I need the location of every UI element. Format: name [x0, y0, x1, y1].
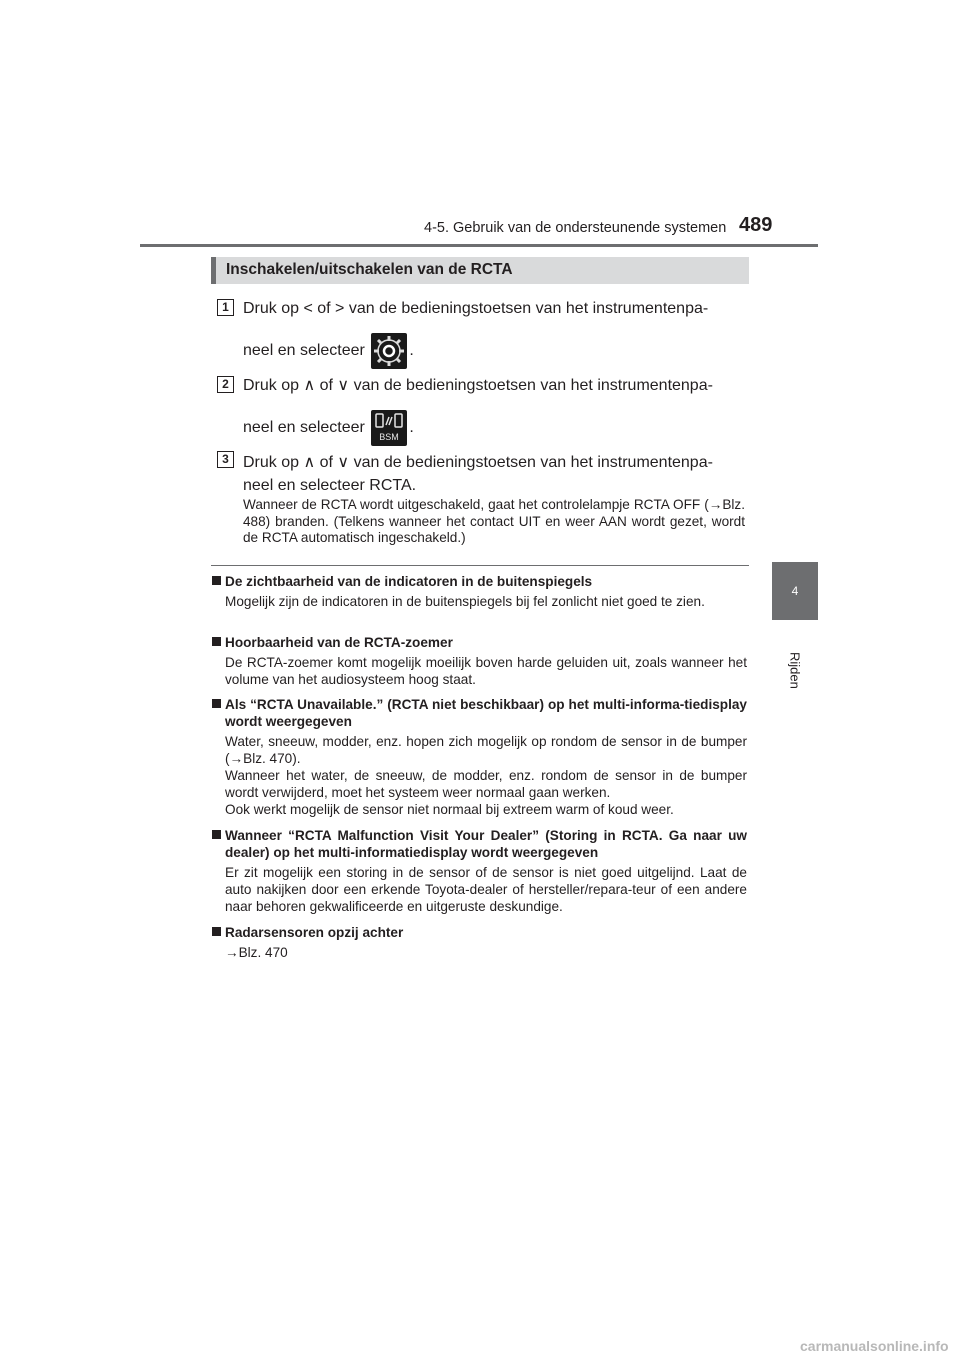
step-number-2: 2	[217, 376, 234, 393]
step-note: Wanneer de RCTA wordt uitgeschakeld, gaat het controlelampje RCTA OFF (→Blz. 488) branden. (Telkens wanneer het contact UIT en weer AAN wordt gezet, wordt de RCTA automatisch ingeschakeld.)	[243, 497, 745, 545]
info-item-title	[212, 696, 747, 730]
bullet-square-icon	[212, 927, 221, 936]
header-rule	[140, 244, 818, 247]
info-item-title	[212, 827, 747, 861]
step-1-text	[243, 299, 745, 369]
chapter-tab-label: Rijden	[787, 652, 803, 689]
step-2-line-2	[243, 410, 745, 446]
section-heading	[211, 257, 749, 284]
step-2-text	[243, 376, 745, 446]
info-item-title-text: De zichtbaarheid van de indicatoren in de buitenspiegels	[225, 574, 593, 589]
step-3-line-1: Druk op ∧ of ∨ van de bedieningstoetsen van het instrumentenpa-	[243, 454, 713, 471]
info-item-body: Mogelijk zijn de indicatoren in de buitenspiegels bij fel zonlicht niet goed te zien.	[225, 594, 705, 609]
step-1-line-2-end: .	[409, 342, 414, 360]
info-item	[212, 827, 747, 915]
bullet-square-icon	[212, 830, 221, 839]
info-item-title-text: Hoorbaarheid van de RCTA-zoemer	[225, 635, 453, 650]
info-item-title-text: Als “RCTA Unavailable.” (RCTA niet beschikbaar) op het multi-informa-tiedisplay wordt weergegeven	[225, 697, 747, 729]
bsm-icon-label: BSM	[379, 432, 400, 442]
step-3-line-2: neel en selecteer RCTA.	[243, 477, 417, 494]
step-2-line-1: Druk op ∧ of ∨ van de bedieningstoetsen van het instrumentenpa-	[243, 377, 713, 394]
info-item-body: →Blz. 470	[225, 945, 288, 960]
info-item	[212, 924, 747, 961]
info-item-title-text: Radarsensoren opzij achter	[225, 925, 404, 940]
step-1-line-1: Druk op < of > van de bedieningstoetsen van het instrumentenpa-	[243, 300, 709, 317]
section-heading-text: Inschakelen/uitschakelen van de RCTA	[226, 261, 513, 278]
bullet-square-icon	[212, 576, 221, 585]
info-item-title	[212, 634, 747, 651]
info-item-title	[212, 573, 747, 590]
page-number: 489	[739, 214, 773, 236]
running-header: 4-5. Gebruik van de ondersteunende systemen	[424, 220, 727, 236]
info-item-body	[212, 733, 747, 818]
bsm-icon	[371, 410, 407, 446]
step-2-line-2-end: .	[409, 419, 414, 437]
info-item	[212, 573, 747, 610]
step-3-text	[243, 451, 745, 497]
chapter-tab-number: 4	[791, 584, 799, 598]
step-number-3: 3	[217, 451, 234, 468]
watermark[interactable]: carmanualsonline.info	[800, 1338, 949, 1354]
info-item-body: Er zit mogelijk een storing in de sensor of de sensor is niet goed uitgelijnd. Laat de auto nakijken door een erkende Toyota-dealer of hersteller/repara-teur of een andere naar behoren gekwalificeerde en uitgeruste deskundige.	[225, 865, 747, 914]
step-1-line-2-text: neel en selecteer	[243, 342, 365, 360]
bullet-square-icon	[212, 699, 221, 708]
info-item-body-line: Water, sneeuw, modder, enz. hopen zich mogelijk op rondom de sensor in de bumper (→Blz. 470).	[225, 734, 747, 766]
bullet-square-icon	[212, 637, 221, 646]
settings-gear-icon	[371, 333, 407, 369]
info-item-title-text: Wanneer “RCTA Malfunction Visit Your Dealer” (Storing in RCTA. Ga naar uw dealer) op het multi-informatiedisplay wordt weergegeven	[225, 828, 747, 860]
step-1-line-2	[243, 333, 745, 369]
step-number-1: 1	[217, 299, 234, 316]
info-item-body-line: Ook werkt mogelijk de sensor niet normaal bij extreem warm of koud weer.	[225, 802, 674, 817]
info-item	[212, 634, 747, 688]
chapter-tab[interactable]	[772, 562, 818, 620]
info-item-body-line: Wanneer het water, de sneeuw, de modder, enz. rondom de sensor in de bumper wordt verwijderd, moet het systeem weer normaal gaan werken.	[225, 768, 747, 800]
info-item-body: De RCTA-zoemer komt mogelijk moeilijk boven harde geluiden uit, zoals wanneer het volume van het audiosysteem hoog staat.	[225, 655, 747, 687]
info-item	[212, 696, 747, 818]
info-item-title	[212, 924, 747, 941]
section-divider	[211, 565, 749, 566]
step-2-line-2-text: neel en selecteer	[243, 419, 365, 437]
